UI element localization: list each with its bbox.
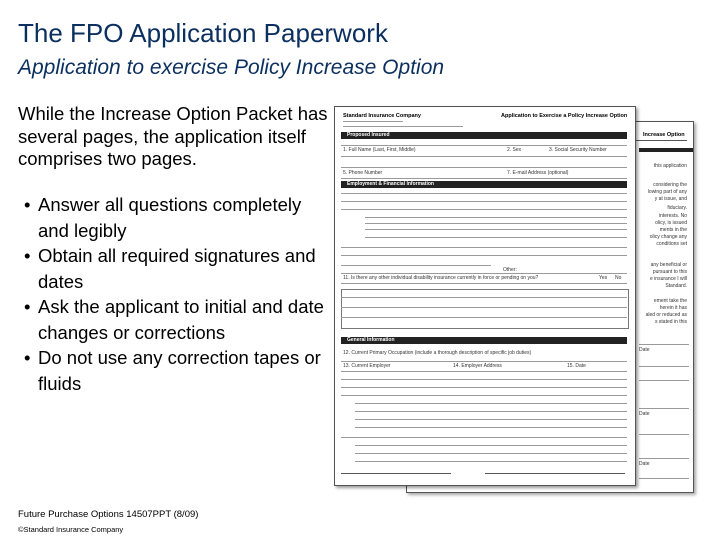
signature-line (639, 344, 689, 345)
footer-copyright: ©Standard Insurance Company (18, 525, 124, 534)
field-row (341, 379, 627, 380)
field-row (355, 419, 627, 420)
form-back-line: aled or reduced as (645, 312, 687, 318)
field-row (341, 265, 491, 266)
date-label: Date (639, 347, 650, 353)
form-back-line: olicy change any (649, 234, 687, 240)
form-back-line: conditions set (656, 241, 687, 247)
section-bar (639, 148, 693, 152)
slide-subtitle: Application to exercise Policy Increase Option (18, 56, 445, 79)
address-line (343, 126, 463, 127)
signature-line (341, 473, 451, 474)
field-label: 5. Phone Number (343, 170, 383, 176)
field-label: 14. Employer Address (453, 363, 502, 369)
form-company: Standard Insurance Company (343, 113, 421, 119)
field-row (355, 453, 627, 454)
form-back-line: ments in the (659, 227, 687, 233)
form-back-line: pursuant to this (652, 269, 687, 275)
date-label: Date (639, 461, 650, 467)
bullet-item: • Do not use any correction tapes or fluids (18, 345, 336, 396)
form-back-line: lowing part of any (647, 189, 687, 195)
field-label: 1. Full Name (Last, First, Middle) (343, 147, 416, 153)
field-row (355, 461, 627, 462)
field-label: 3. Social Security Number (549, 147, 607, 153)
field-row (341, 209, 627, 210)
intro-paragraph: While the Increase Option Packet has several pages, the application itself comprises two pages. (18, 103, 328, 169)
field-row (341, 395, 627, 396)
field-row (355, 403, 627, 404)
bullet-list (18, 192, 336, 396)
field-row (355, 427, 627, 428)
field-label: 13. Current Employer (343, 363, 391, 369)
section-title: Proposed Insured (347, 132, 390, 138)
form-back-line: interests. No (658, 213, 687, 219)
field-row (341, 437, 627, 438)
form-back-line: this application (653, 163, 687, 169)
signature-line (485, 473, 625, 474)
field-row (341, 178, 627, 179)
insurance-table (341, 289, 629, 329)
checkbox-yes-label: Yes (599, 275, 608, 281)
field-row (341, 371, 627, 372)
slide-title: The FPO Application Paperwork (18, 18, 388, 48)
form-back-line: herein it has (659, 305, 687, 311)
field-row (341, 283, 627, 284)
field-row (341, 145, 627, 146)
form-back-line: Standard. (665, 283, 687, 289)
field-label: 11. Is there any other individual disability insurance currently in force or pending on you? (343, 275, 539, 281)
field-label: Other: (503, 267, 517, 273)
signature-line (639, 408, 689, 409)
form-back-line: olicy, is issued (655, 220, 687, 226)
field-row (341, 361, 627, 362)
field-row (365, 237, 627, 238)
section-title: General Information (347, 337, 395, 343)
form-title: Application to Exercise a Policy Increase Option (501, 113, 628, 119)
checkbox-no-label: No (615, 275, 622, 281)
field-row (341, 156, 627, 157)
form-back-line: e insurance I will (650, 276, 687, 282)
form-back-line: ement take the (653, 298, 687, 304)
table-row (341, 297, 627, 298)
field-row (341, 255, 627, 256)
table-row (341, 317, 627, 318)
address-line (343, 121, 403, 122)
date-label: Date (639, 411, 650, 417)
field-label: 12. Current Primary Occupation (include a thorough description of specific job duties) (343, 350, 532, 356)
field-row (365, 229, 627, 230)
signature-line (639, 478, 689, 479)
table-row (341, 307, 627, 308)
bullet-item: • Ask the applicant to initial and date changes or corrections (18, 294, 336, 345)
bullet-item: • Answer all questions completely and legibly (18, 192, 336, 243)
signature-line (639, 366, 689, 367)
signature-line (639, 380, 689, 381)
form-page-front (334, 106, 636, 486)
field-label: 15. Date (567, 363, 586, 369)
field-row (341, 201, 627, 202)
field-row (341, 273, 627, 274)
signature-line (639, 434, 689, 435)
form-back-line: any beneficial or (650, 262, 687, 268)
form-back-line: y at issue, and (654, 196, 687, 202)
field-row (355, 411, 627, 412)
section-title: Employment & Financial Information (347, 181, 434, 187)
field-row (365, 217, 627, 218)
divider (635, 140, 687, 141)
field-row (341, 387, 627, 388)
field-row (355, 445, 627, 446)
form-back-line: fiduciary. (667, 205, 687, 211)
field-label: 7. E-mail Address (optional) (507, 170, 569, 176)
field-row (341, 193, 627, 194)
field-label: 2. Sex (507, 147, 522, 153)
footer-code: Future Purchase Options 14507PPT (8/09) (18, 509, 199, 520)
signature-line (639, 458, 689, 459)
form-back-header: Increase Option (643, 132, 685, 138)
field-row (341, 167, 627, 168)
form-back-line: considering the (653, 182, 687, 188)
field-row (341, 247, 627, 248)
form-back-line: s stated in this (655, 319, 687, 325)
bullet-item: • Obtain all required signatures and dates (18, 243, 336, 294)
field-row (365, 223, 627, 224)
